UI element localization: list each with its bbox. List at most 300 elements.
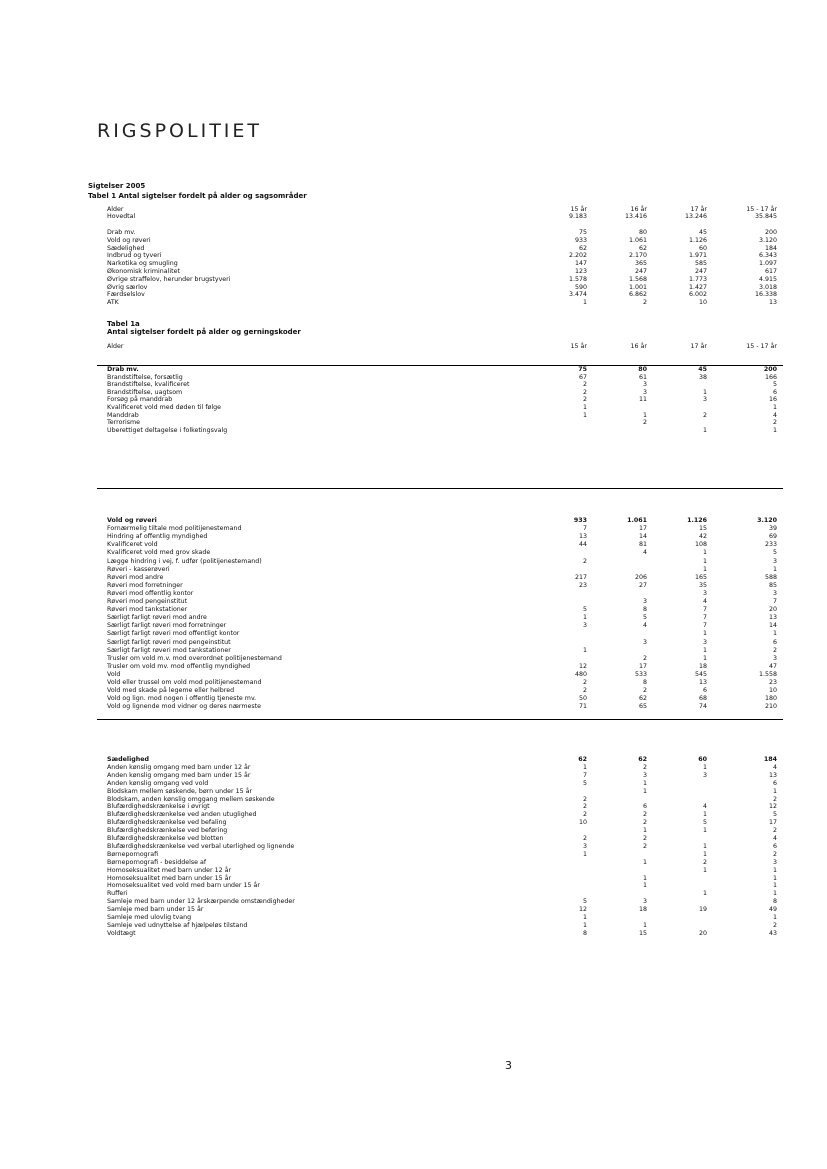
- cell-col-4: 1: [772, 882, 777, 890]
- cell-col-1: 1: [582, 763, 587, 771]
- cell-col-4: 3.018: [758, 283, 777, 291]
- cell-col-3: 5: [702, 819, 707, 827]
- row-label: Forsøg på manddrab: [107, 396, 173, 404]
- saedelighed-row: [107, 773, 782, 780]
- cell-col-2: 1: [642, 787, 647, 795]
- cell-col-4: 588: [764, 573, 777, 581]
- row-label: Økonomisk kriminalitet: [107, 268, 180, 275]
- cell-col-1: 1.578: [568, 275, 587, 283]
- cell-col-3: 1: [702, 890, 707, 898]
- cell-col-1: 5: [582, 779, 587, 787]
- row-label: Blufærdighedskrænkelse ved beføring: [107, 827, 228, 835]
- cell-col-4: 8: [772, 898, 777, 906]
- cell-col-3: 18: [698, 662, 707, 670]
- cell-col-3: 1: [702, 388, 707, 396]
- saedelighed-row: [107, 923, 782, 930]
- cell-col-1: 933: [574, 236, 587, 244]
- row-label: Homoseksualitet med barn under 12 år: [107, 866, 232, 874]
- cell-col-1: 2: [582, 388, 587, 396]
- cell-col-3: 17 år: [690, 343, 707, 350]
- cell-col-1: 67: [578, 373, 587, 381]
- cell-col-3: 10: [698, 299, 707, 307]
- cell-col-2: 3: [642, 381, 647, 389]
- cell-col-2: 2: [642, 811, 647, 819]
- cell-col-3: 1: [702, 866, 707, 874]
- page-number: 3: [505, 1059, 512, 1072]
- row-label: Samleje med ulovlig tvang: [107, 914, 192, 921]
- cell-col-2: 61: [638, 373, 647, 381]
- cell-col-1: 2: [582, 795, 587, 803]
- cell-col-2: 1.001: [628, 283, 647, 291]
- cell-col-4: 6: [772, 779, 777, 787]
- cell-col-2: 3: [642, 388, 647, 396]
- row-label: Kvalificeret vold med grov skade: [107, 549, 211, 557]
- cell-col-3: 1: [702, 654, 707, 662]
- cell-col-2: 16 år: [630, 343, 647, 350]
- cell-col-3: 1.126: [687, 517, 707, 524]
- vold-row: [107, 615, 782, 622]
- cell-col-4: 13: [768, 299, 777, 307]
- drab-row: [107, 382, 782, 389]
- cell-col-2: 1: [642, 411, 647, 419]
- cell-col-1: 1: [582, 614, 587, 622]
- row-label: Øvrig særlov: [107, 283, 148, 291]
- cell-col-3: 2: [702, 858, 707, 866]
- row-label: Uberettiget deltagelse i folketingsvalg: [107, 426, 228, 434]
- row-label: Blodskam, anden kønslig omggang mellem søskende: [107, 795, 275, 803]
- cell-col-4: 35.845: [754, 213, 777, 220]
- table1-row: [107, 292, 782, 299]
- table1-row: [107, 238, 782, 245]
- cell-col-3: 7: [702, 622, 707, 630]
- drab-row: [107, 367, 782, 374]
- saedelighed-row: [107, 915, 782, 922]
- cell-col-3: 1.773: [688, 275, 707, 283]
- table1-title: Tabel 1 Antal sigtelser fordelt på alder og sagsområder: [88, 192, 307, 200]
- table1-row: [107, 277, 782, 284]
- cell-col-4: 1: [772, 914, 777, 921]
- cell-col-2: 3: [642, 638, 647, 646]
- cell-col-1: 933: [573, 517, 587, 524]
- drab-row: [107, 428, 782, 435]
- cell-col-2: 62: [638, 695, 647, 703]
- cell-col-2: 13.416: [624, 213, 647, 220]
- cell-col-1: 3: [582, 622, 587, 630]
- cell-col-2: 5: [642, 614, 647, 622]
- cell-col-2: 2: [642, 763, 647, 771]
- cell-col-2: 17: [638, 525, 647, 533]
- table1-row: [107, 269, 782, 276]
- cell-col-2: 18: [638, 906, 647, 914]
- saedelighed-row: [107, 844, 782, 851]
- row-label: Særligt farligt røveri mod andre: [107, 614, 207, 622]
- cell-col-3: 7: [702, 614, 707, 622]
- cell-col-1: 2: [582, 679, 587, 686]
- cell-col-2: 4: [642, 622, 647, 630]
- vold-row: [107, 680, 782, 687]
- cell-col-3: 60: [698, 756, 707, 763]
- row-label: Røveri mod tankstationer: [107, 606, 188, 614]
- rule-vold-end: [97, 719, 783, 720]
- cell-col-1: 12: [578, 662, 587, 670]
- cell-col-1: 123: [574, 268, 587, 275]
- row-label: Vold og røveri: [107, 517, 157, 524]
- cell-col-4: 10: [768, 687, 777, 695]
- cell-col-2: 17: [638, 662, 647, 670]
- cell-col-1: 2: [582, 811, 587, 819]
- cell-col-4: 17: [768, 819, 777, 827]
- row-label: Blufærdighedskrænkelse ved verbal uterlighed og lignende: [107, 842, 295, 850]
- saedelighed-row: [107, 860, 782, 867]
- cell-col-4: 3: [772, 557, 777, 565]
- cell-col-3: 38: [698, 373, 707, 381]
- cell-col-4: 2: [772, 850, 777, 858]
- cell-col-3: 1: [702, 763, 707, 771]
- cell-col-2: 16 år: [630, 206, 647, 213]
- row-label: Samleje ved udnyttelse af hjælpeløs tilstand: [107, 921, 248, 929]
- cell-col-3: 1: [702, 850, 707, 858]
- cell-col-4: 2: [772, 795, 777, 803]
- cell-col-1: 2: [582, 557, 587, 565]
- vold-row: [107, 567, 782, 574]
- vold-row: [107, 559, 782, 566]
- cell-col-1: 1: [582, 299, 587, 307]
- cell-col-3: 60: [698, 244, 707, 252]
- cell-col-2: 8: [642, 679, 647, 686]
- cell-col-1: 2: [582, 803, 587, 811]
- cell-col-1: 5: [582, 898, 587, 906]
- row-label: Manddrab: [107, 411, 139, 419]
- cell-col-3: 6.002: [688, 291, 707, 299]
- cell-col-4: 2: [772, 921, 777, 929]
- row-label: Anden kønslig omgang ved vold: [107, 779, 209, 787]
- cell-col-3: 45: [698, 366, 707, 373]
- table1-total-row: [107, 214, 782, 221]
- cell-col-3: 17 år: [690, 206, 707, 213]
- cell-col-3: 108: [694, 541, 707, 549]
- cell-col-1: 15 år: [570, 343, 587, 350]
- row-label: Trusler om vold m.v. mod overordnet politijenestemand: [107, 654, 282, 662]
- cell-col-2: 14: [638, 533, 647, 541]
- cell-col-4: 1: [772, 404, 777, 411]
- drab-row: [107, 390, 782, 397]
- cell-col-1: 71: [578, 703, 587, 711]
- table1-row: [107, 230, 782, 237]
- cell-col-2: 15: [638, 929, 647, 937]
- cell-col-1: 62: [578, 756, 587, 763]
- row-label: Børnepornografi: [107, 850, 159, 858]
- cell-col-4: 1.097: [758, 260, 777, 268]
- cell-col-1: 3: [582, 842, 587, 850]
- vold-row: [107, 607, 782, 614]
- cell-col-3: 1.427: [688, 283, 707, 291]
- cell-col-2: 6: [642, 803, 647, 811]
- cell-col-3: 1: [702, 557, 707, 565]
- cell-col-4: 16: [768, 396, 777, 404]
- cell-col-1: 50: [578, 695, 587, 703]
- saedelighed-row: [107, 828, 782, 835]
- row-label: Narkotika og smugling: [107, 260, 178, 268]
- heading: Sigtelser 2005: [88, 182, 146, 190]
- row-label: Røveri mod offentlig kontor: [107, 589, 194, 597]
- row-label: Drab mv.: [107, 366, 139, 373]
- cell-col-3: 42: [698, 533, 707, 541]
- cell-col-1: 2.202: [568, 252, 587, 260]
- cell-col-4: 1: [772, 890, 777, 898]
- row-label: Vold: [107, 670, 121, 678]
- cell-col-1: 2: [582, 396, 587, 404]
- vold-row: [107, 696, 782, 703]
- saedelighed-row: [107, 931, 782, 938]
- cell-col-2: 1: [642, 921, 647, 929]
- cell-col-2: 1: [642, 858, 647, 866]
- cell-col-1: 480: [574, 670, 587, 678]
- vold-row: [107, 550, 782, 557]
- cell-col-2: 247: [634, 268, 647, 275]
- cell-col-1: 9.183: [568, 213, 587, 220]
- row-label: Homoseksualitet ved vold med barn under 15 år: [107, 882, 260, 890]
- row-label: Færdselslov: [107, 291, 145, 299]
- cell-col-4: 3: [772, 589, 777, 597]
- cell-col-4: 13: [768, 771, 777, 779]
- row-label: Alder: [107, 206, 124, 213]
- cell-col-4: 85: [768, 581, 777, 589]
- cell-col-4: 1.558: [758, 670, 777, 678]
- cell-col-2: 62: [638, 244, 647, 252]
- cell-col-2: 80: [638, 229, 647, 236]
- vold-row: [107, 534, 782, 541]
- cell-col-2: 62: [638, 756, 647, 763]
- cell-col-2: 1: [642, 882, 647, 890]
- cell-col-3: 1: [702, 565, 707, 573]
- vold-row: [107, 542, 782, 549]
- vold-row: [107, 518, 782, 525]
- cell-col-4: 43: [768, 929, 777, 937]
- cell-col-2: 6.862: [628, 291, 647, 299]
- cell-col-3: 165: [694, 573, 707, 581]
- saedelighed-row: [107, 883, 782, 890]
- cell-col-2: 2: [642, 842, 647, 850]
- cell-col-4: 1: [772, 630, 777, 638]
- saedelighed-row: [107, 820, 782, 827]
- cell-col-4: 166: [764, 373, 777, 381]
- row-label: Lægge hindring i vej, f. udfør (politijenestemand): [107, 557, 262, 565]
- row-label: Vold og røveri: [107, 236, 151, 244]
- cell-col-1: 2: [582, 835, 587, 842]
- cell-col-4: 617: [764, 268, 777, 275]
- cell-col-3: 3: [702, 589, 707, 597]
- cell-col-1: 15 år: [570, 206, 587, 213]
- drab-row: [107, 405, 782, 412]
- cell-col-4: 5: [772, 811, 777, 819]
- cell-col-3: 1: [702, 630, 707, 638]
- cell-col-3: 1: [702, 426, 707, 434]
- table1-row: [107, 285, 782, 292]
- cell-col-4: 200: [764, 229, 777, 236]
- cell-col-4: 1: [772, 426, 777, 434]
- cell-col-3: 15: [698, 525, 707, 533]
- cell-col-3: 1: [702, 842, 707, 850]
- row-label: Vold og lign. mod nogen i offentlig tjeneste mv.: [107, 695, 257, 703]
- cell-col-3: 68: [698, 695, 707, 703]
- cell-col-1: 13: [578, 533, 587, 541]
- cell-col-1: 12: [578, 906, 587, 914]
- cell-col-2: 27: [638, 581, 647, 589]
- cell-col-2: 533: [634, 670, 647, 678]
- cell-col-1: 1: [582, 411, 587, 419]
- cell-col-4: 47: [768, 662, 777, 670]
- cell-col-1: 75: [578, 366, 587, 373]
- cell-col-2: 365: [634, 260, 647, 268]
- row-label: Homoseksualitet med barn under 15 år: [107, 874, 232, 882]
- cell-col-3: 1.126: [688, 236, 707, 244]
- cell-col-3: 1: [702, 549, 707, 557]
- drab-row: [107, 375, 782, 382]
- row-label: Blufærdighedskrænkelse i øvrigt: [107, 803, 210, 811]
- cell-col-1: 1: [582, 914, 587, 921]
- cell-col-3: 1: [702, 646, 707, 654]
- cell-col-1: 10: [578, 819, 587, 827]
- cell-col-3: 247: [694, 268, 707, 275]
- cell-col-4: 16.338: [754, 291, 777, 299]
- cell-col-4: 1: [772, 866, 777, 874]
- cell-col-2: 1.061: [627, 517, 647, 524]
- saedelighed-row: [107, 852, 782, 859]
- cell-col-2: 2: [642, 299, 647, 307]
- cell-col-1: 1: [582, 646, 587, 654]
- saedelighed-row: [107, 804, 782, 811]
- cell-col-3: 2: [702, 411, 707, 419]
- cell-col-2: 1: [642, 874, 647, 882]
- cell-col-3: 3: [702, 771, 707, 779]
- cell-col-4: 39: [768, 525, 777, 533]
- row-label: Brandstiftelse, uagtsom: [107, 388, 183, 396]
- cell-col-4: 4.915: [758, 275, 777, 283]
- vold-row: [107, 648, 782, 655]
- cell-col-1: 7: [582, 525, 587, 533]
- cell-col-1: 147: [574, 260, 587, 268]
- vold-row: [107, 672, 782, 679]
- cell-col-2: 80: [638, 366, 647, 373]
- vold-row: [107, 688, 782, 695]
- rule-drab-end: [97, 488, 783, 489]
- cell-col-4: 12: [768, 803, 777, 811]
- cell-col-4: 180: [764, 695, 777, 703]
- cell-col-4: 15 - 17 år: [746, 206, 777, 213]
- cell-col-4: 1: [772, 787, 777, 795]
- cell-col-4: 6: [772, 388, 777, 396]
- row-label: Brandstiftelse, forsætlig: [107, 373, 183, 381]
- cell-col-3: 4: [702, 598, 707, 605]
- cell-col-3: 74: [698, 703, 707, 711]
- cell-col-3: 1: [702, 827, 707, 835]
- vold-row: [107, 591, 782, 598]
- row-label: Særligt farligt røveri mod forretninger: [107, 622, 227, 630]
- cell-col-2: 2: [642, 687, 647, 695]
- row-label: Indbrud og tyveri: [107, 252, 162, 260]
- cell-col-1: 8: [582, 929, 587, 937]
- cell-col-4: 14: [768, 622, 777, 630]
- vold-row: [107, 526, 782, 533]
- row-label: Vold med skade på legeme eller helbred: [107, 687, 235, 695]
- cell-col-2: 4: [642, 549, 647, 557]
- cell-col-4: 1: [772, 565, 777, 573]
- table1-row: [107, 246, 782, 253]
- cell-col-3: 45: [698, 229, 707, 236]
- cell-col-1: 75: [578, 229, 587, 236]
- cell-col-2: 2: [642, 419, 647, 427]
- cell-col-4: 2: [772, 646, 777, 654]
- row-label: Vold eller trussel om vold mod politijenestemand: [107, 679, 262, 686]
- cell-col-4: 20: [768, 606, 777, 614]
- cell-col-4: 200: [763, 366, 777, 373]
- cell-col-1: 590: [574, 283, 587, 291]
- vold-row: [107, 664, 782, 671]
- row-label: Særligt farligt røveri mod pengeinstitut: [107, 638, 231, 646]
- cell-col-4: 184: [764, 244, 777, 252]
- saedelighed-row: [107, 907, 782, 914]
- row-label: Vold og lignende mod vidner og deres nærmeste: [107, 703, 262, 711]
- row-label: Blufærdighedskrænkelse ved blotten: [107, 835, 224, 842]
- cell-col-1: 1: [582, 921, 587, 929]
- saedelighed-row: [107, 757, 782, 764]
- cell-col-4: 5: [772, 549, 777, 557]
- vold-row: [107, 640, 782, 647]
- saedelighed-row: [107, 868, 782, 875]
- cell-col-4: 3.120: [758, 236, 777, 244]
- row-label: Særligt farligt røveri mod tankstationer: [107, 646, 231, 654]
- cell-col-1: 217: [574, 573, 587, 581]
- cell-col-3: 13: [698, 679, 707, 686]
- logo: RIGSPOLITIET: [97, 120, 263, 142]
- cell-col-4: 13: [768, 614, 777, 622]
- cell-col-1: 2: [582, 381, 587, 389]
- cell-col-3: 3: [702, 638, 707, 646]
- cell-col-4: 69: [768, 533, 777, 541]
- row-label: Røveri mod pengeinstitut: [107, 598, 188, 605]
- vold-row: [107, 631, 782, 638]
- cell-col-2: 2.170: [628, 252, 647, 260]
- row-label: Anden kønslig omgang med barn under 12 år: [107, 763, 251, 771]
- cell-col-4: 210: [764, 703, 777, 711]
- cell-col-1: 2: [582, 687, 587, 695]
- cell-col-4: 49: [768, 906, 777, 914]
- row-label: Kvalificeret vold med døden til følge: [107, 404, 222, 411]
- row-label: Drab mv.: [107, 229, 136, 236]
- cell-col-3: 585: [694, 260, 707, 268]
- cell-col-3: 19: [698, 906, 707, 914]
- cell-col-4: 3: [772, 654, 777, 662]
- cell-col-1: 7: [582, 771, 587, 779]
- row-label: Røveri - kasserøveri: [107, 565, 170, 573]
- row-label: Sædelighed: [107, 756, 149, 763]
- cell-col-4: 4: [772, 835, 777, 842]
- vold-row: [107, 704, 782, 711]
- cell-col-3: 13.246: [684, 213, 707, 220]
- cell-col-3: 1.971: [688, 252, 707, 260]
- cell-col-2: 2: [642, 835, 647, 842]
- cell-col-4: 6: [772, 842, 777, 850]
- row-label: Samleje med barn under 15 år: [107, 906, 204, 914]
- vold-row: [107, 583, 782, 590]
- row-label: Alder: [107, 343, 124, 350]
- row-label: Hovedtal: [107, 213, 136, 220]
- row-label: Øvrige straffelov, herunder brugstyveri: [107, 275, 231, 283]
- cell-col-4: 2: [772, 419, 777, 427]
- cell-col-4: 233: [764, 541, 777, 549]
- row-label: Særligt farligt røveri mod offentligt kontor: [107, 630, 240, 638]
- cell-col-4: 1: [772, 874, 777, 882]
